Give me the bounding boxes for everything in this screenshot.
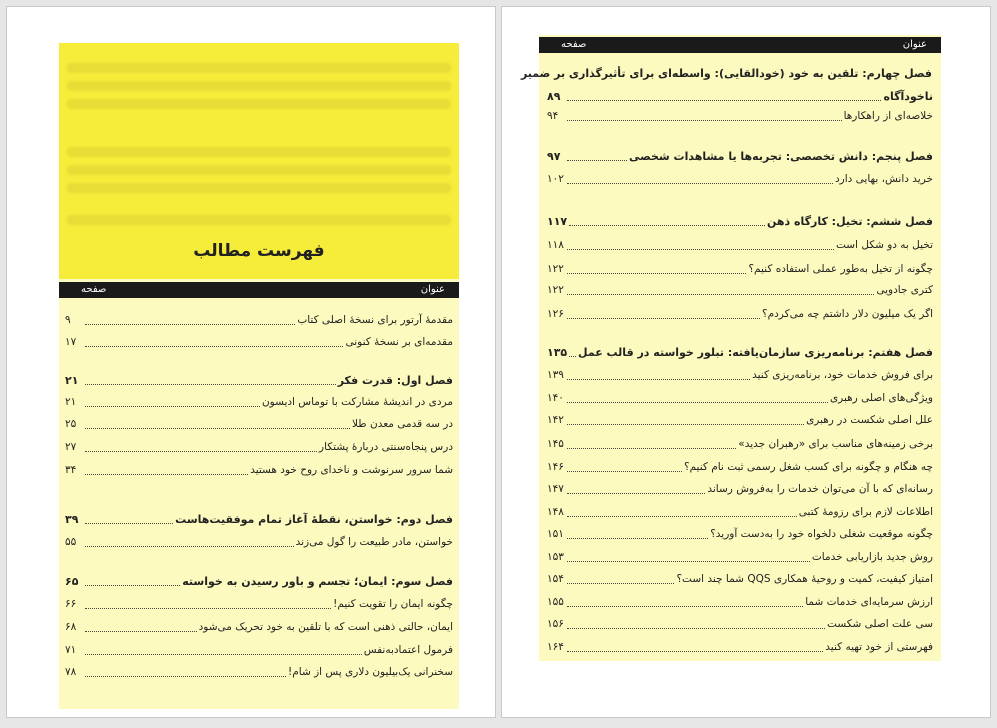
toc-entry xyxy=(547,411,933,429)
entry-page: ۵۵ xyxy=(65,536,77,548)
entry-text: مردی در اندیشهٔ مشارکت با توماس ادیسون xyxy=(261,396,453,408)
leader-dots xyxy=(567,394,828,403)
entry-page: ۱۷ xyxy=(65,336,77,348)
entry-page: ۲۱ xyxy=(65,396,77,408)
entry-page: ۱۲۶ xyxy=(547,308,564,320)
entry-text: فصل ششم: تخیل: کارگاه ذهن xyxy=(766,214,933,228)
toc-chapter-entry xyxy=(65,572,453,590)
toc-entry xyxy=(65,663,453,681)
entry-text: فرمول اعتمادبه‌نفس xyxy=(363,644,453,656)
header-page-label: صفحه xyxy=(561,39,587,50)
entry-text: سی علت اصلی شکست xyxy=(827,618,933,630)
entry-page: ۱۴۵ xyxy=(547,438,564,450)
title-highlight-block xyxy=(59,43,459,279)
leader-dots xyxy=(85,600,331,609)
leader-dots xyxy=(567,416,804,425)
entry-text: خواستن، مادر طبیعت را گول می‌زند xyxy=(295,536,453,548)
entry-page: ۹۴ xyxy=(547,110,559,122)
entry-text: امتیاز کیفیت، کمیت و روحیهٔ همکاری QQS شما چند است؟ xyxy=(676,573,933,585)
toc-entry xyxy=(547,548,933,566)
entry-text: ارزش سرمایه‌ای خدمات شما xyxy=(805,596,933,608)
entry-page: ۲۵ xyxy=(65,418,77,430)
entry-page: ۱۶۴ xyxy=(547,641,564,653)
toc-entry xyxy=(65,595,453,613)
leader-dots xyxy=(567,463,682,472)
toc-entry xyxy=(547,458,933,476)
leader-dots xyxy=(567,112,842,121)
leader-dots xyxy=(569,348,576,357)
header-title-label: عنوان xyxy=(902,39,927,50)
leader-dots xyxy=(85,443,317,452)
left-book-page xyxy=(6,6,496,718)
entry-text: سخنرانی یک‌بیلیون دلاری پس از شام! xyxy=(288,666,453,678)
entry-text: روش جدید بازاریابی خدمات xyxy=(811,551,933,563)
entry-text: ویژگی‌های اصلی رهبری xyxy=(829,392,933,404)
toc-chapter-entry xyxy=(65,510,453,528)
toc-entry xyxy=(547,435,933,453)
entry-text: علل اصلی شکست در رهبری xyxy=(806,414,933,426)
entry-text: برخی زمینه‌های مناسب برای «رهبران جدید» xyxy=(738,438,933,450)
leader-dots xyxy=(567,508,797,517)
leader-dots xyxy=(567,575,674,584)
entry-page: ۳۹ xyxy=(65,512,79,526)
entry-page: ۲۷ xyxy=(65,441,77,453)
right-book-page xyxy=(501,6,991,718)
toc-entry xyxy=(547,638,933,656)
entry-page: ۱۱۸ xyxy=(547,239,564,251)
leader-dots xyxy=(85,515,173,524)
entry-page: ۹۷ xyxy=(547,149,561,163)
entry-page: ۶۸ xyxy=(65,621,77,633)
entry-page: ۷۸ xyxy=(65,666,77,678)
leader-dots xyxy=(567,620,825,629)
entry-text: در سه قدمی معدن طلا xyxy=(352,418,453,430)
leader-dots xyxy=(567,371,750,380)
leader-dots xyxy=(567,175,833,184)
entry-text: خرید دانش، بهایی دارد xyxy=(835,173,933,185)
toc-header-bar xyxy=(59,282,459,298)
toc-entry-chapter4 xyxy=(547,87,933,105)
leader-dots xyxy=(567,152,627,161)
header-page-label: صفحه xyxy=(81,284,107,295)
entry-text: فصل هفتم: برنامه‌ریزی سازمان‌یافته: تبلور خواسته در قالب عمل xyxy=(578,345,933,359)
leader-dots xyxy=(567,310,760,319)
entry-page: ۱۴۲ xyxy=(547,414,564,426)
entry-page: ۱۵۵ xyxy=(547,596,564,608)
leader-dots xyxy=(567,553,810,562)
toc-entry xyxy=(65,461,453,479)
toc-entry xyxy=(65,533,453,551)
entry-text: رسانه‌ای که با آن می‌توان خدمات را به‌فروش رساند xyxy=(707,483,933,495)
entry-text: فصل سوم: ایمان؛ تجسم و باور رسیدن به خواسته xyxy=(182,574,453,588)
entry-page: ۱۵۳ xyxy=(547,551,564,563)
entry-page: ۱۲۲ xyxy=(547,263,564,275)
leader-dots xyxy=(567,598,803,607)
leader-dots xyxy=(85,623,197,632)
entry-page: ۱۵۴ xyxy=(547,573,564,585)
entry-page: ۷۱ xyxy=(65,644,77,656)
toc-entry xyxy=(65,333,453,351)
chapter4-title-line1: فصل چهارم: تلقین به خود (خودالقایی): واسطه‌ای برای تأثیرگذاری بر ضمیر xyxy=(520,67,932,80)
toc-entry xyxy=(65,311,453,329)
header-title-label: عنوان xyxy=(420,284,445,295)
entry-text: ناخودآگاه xyxy=(883,89,933,103)
leader-dots xyxy=(567,265,746,274)
entry-text: مقدمه‌ای بر نسخهٔ کنونی xyxy=(345,336,453,348)
leader-dots xyxy=(567,530,708,539)
entry-page: ۱۴۰ xyxy=(547,392,564,404)
entry-page: ۱۴۷ xyxy=(547,483,564,495)
entry-page: ۲۱ xyxy=(65,373,79,387)
entry-text: فهرستی از خود تهیه کنید xyxy=(825,641,933,653)
page-title: فهرست مطالب xyxy=(193,241,325,261)
entry-page: ۶۶ xyxy=(65,598,77,610)
entry-page: ۱۳۵ xyxy=(547,345,568,359)
entry-page: ۱۵۱ xyxy=(547,528,564,540)
entry-text: چگونه موقعیت شغلی دلخواه خود را به‌دست آورید؟ xyxy=(710,528,933,540)
leader-dots xyxy=(567,286,874,295)
toc-entry xyxy=(547,503,933,521)
toc-entry xyxy=(547,366,933,384)
entry-page: ۱۴۶ xyxy=(547,461,564,473)
toc-entry xyxy=(65,393,453,411)
entry-text: فصل پنجم: دانش تخصصی: تجربه‌ها یا مشاهدات شخصی xyxy=(629,149,933,163)
entry-text: برای فروش خدمات خود، برنامه‌ریزی کنید xyxy=(752,369,933,381)
leader-dots xyxy=(85,668,286,677)
toc-entry xyxy=(65,415,453,433)
entry-page: ۱۰۲ xyxy=(547,173,564,185)
entry-page: ۶۵ xyxy=(65,574,79,588)
toc-entry xyxy=(547,593,933,611)
entry-text: چگونه ایمان را تقویت کنیم! xyxy=(333,598,453,610)
leader-dots xyxy=(85,577,180,586)
entry-page: ۱۲۲ xyxy=(547,284,564,296)
toc-entry xyxy=(547,389,933,407)
entry-text: چه هنگام و چگونه برای کسب شغل رسمی ثبت نام کنیم؟ xyxy=(684,461,933,473)
entry-text: درس پنجاه‌سنتی دربارهٔ پشتکار xyxy=(319,441,453,453)
toc-chapter-entry xyxy=(547,212,933,230)
leader-dots xyxy=(567,440,736,449)
leader-dots xyxy=(85,420,350,429)
leader-dots xyxy=(567,485,705,494)
leader-dots xyxy=(85,398,260,407)
entry-page: ۱۳۹ xyxy=(547,369,564,381)
toc-chapter-entry xyxy=(547,343,933,361)
entry-text: ایمان، حالتی ذهنی است که با تلقین به خود تحریک می‌شود xyxy=(198,621,453,633)
leader-dots xyxy=(567,92,881,101)
toc-entry xyxy=(547,260,933,278)
toc-entry xyxy=(547,170,933,188)
leader-dots xyxy=(85,466,248,475)
leader-dots xyxy=(85,376,336,385)
entry-page: ۸۹ xyxy=(547,89,561,103)
toc-entry xyxy=(547,236,933,254)
entry-text: شما سرور سرنوشت و ناخدای روح خود هستید xyxy=(250,464,453,476)
leader-dots xyxy=(85,316,295,325)
toc-entry xyxy=(65,641,453,659)
leader-dots xyxy=(567,643,823,652)
leader-dots xyxy=(567,241,834,250)
toc-entry xyxy=(547,480,933,498)
toc-entry xyxy=(547,570,933,588)
toc-entry xyxy=(547,615,933,633)
toc-header-bar xyxy=(539,37,941,53)
leader-dots xyxy=(85,338,343,347)
entry-text: مقدمهٔ آرتور برای نسخهٔ اصلی کتاب xyxy=(297,314,453,326)
toc-entry xyxy=(65,438,453,456)
entry-text: فصل دوم: خواستن، نقطهٔ آغاز تمام موفقیت‌هاست xyxy=(175,512,453,526)
toc-entry xyxy=(547,305,933,323)
entry-text: اطلاعات لازم برای رزومهٔ کتبی xyxy=(798,506,933,518)
entry-text: چگونه از تخیل به‌طور عملی استفاده کنیم؟ xyxy=(748,263,933,275)
entry-text: اگر یک میلیون دلار داشتم چه می‌کردم؟ xyxy=(762,308,933,320)
entry-text: کتری جادویی xyxy=(876,284,933,296)
toc-entry xyxy=(547,281,933,299)
entry-page: ۱۵۶ xyxy=(547,618,564,630)
leader-dots xyxy=(85,538,294,547)
entry-page: ۳۴ xyxy=(65,464,77,476)
entry-text: فصل اول: قدرت فکر xyxy=(337,373,453,387)
entry-page: ۱۱۷ xyxy=(547,214,568,228)
toc-chapter-entry xyxy=(547,147,933,165)
entry-page: ۹ xyxy=(65,314,71,326)
toc-chapter-entry xyxy=(65,371,453,389)
entry-text: خلاصه‌ای از راهکارها xyxy=(843,110,933,122)
toc-entry xyxy=(65,618,453,636)
entry-text: تخیل به دو شکل است xyxy=(835,239,933,251)
leader-dots xyxy=(85,646,362,655)
toc-entry xyxy=(547,107,933,125)
leader-dots xyxy=(569,217,765,226)
entry-page: ۱۴۸ xyxy=(547,506,564,518)
toc-entry xyxy=(547,525,933,543)
